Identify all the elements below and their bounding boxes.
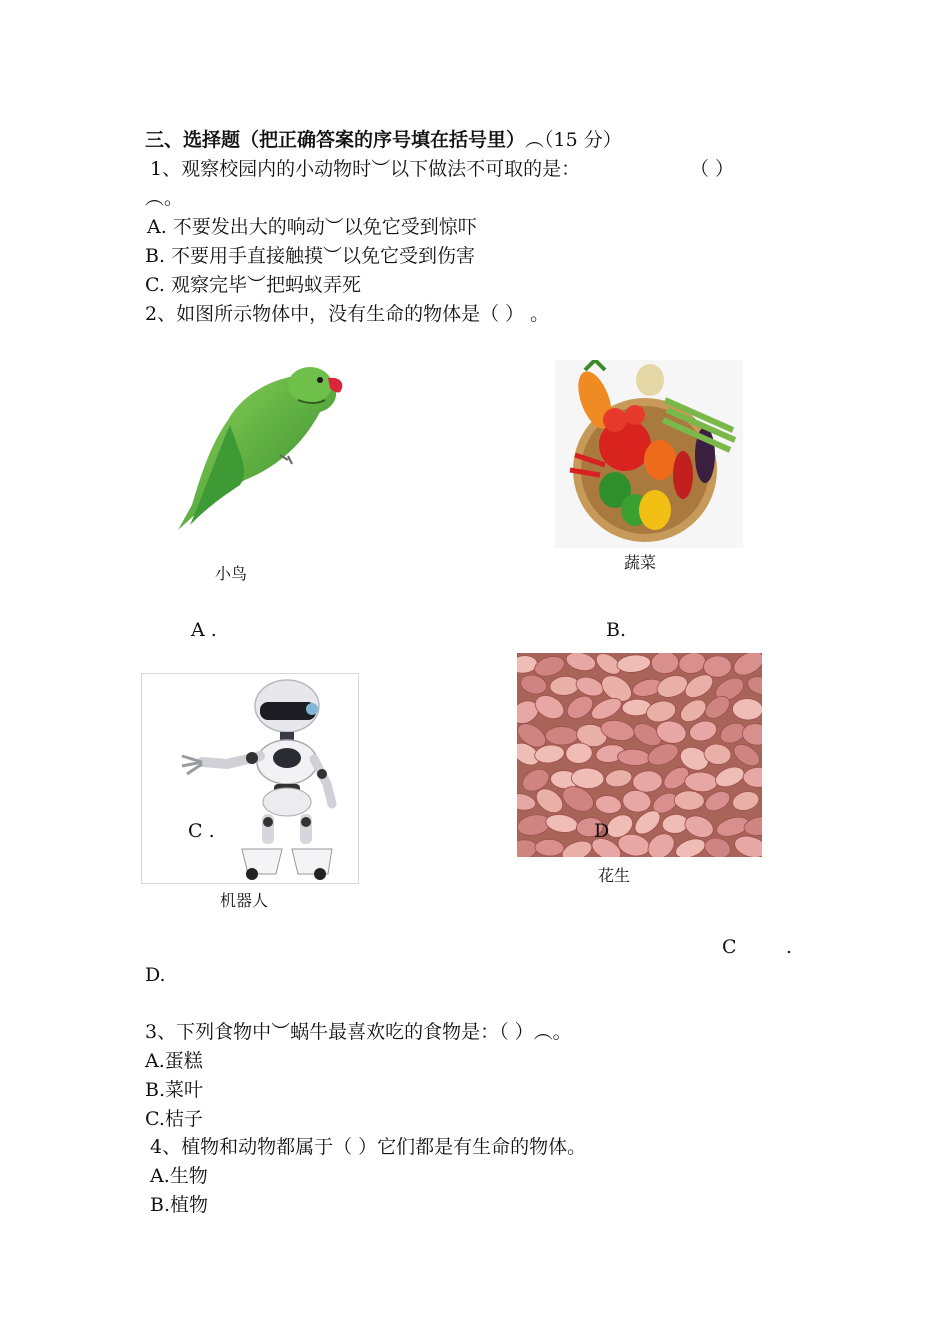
q4-option-b: B.植物 — [150, 1194, 209, 1216]
peanut-kernel — [644, 698, 677, 725]
peanut-kernel — [545, 812, 580, 834]
q2-trailing-dot: . — [786, 936, 793, 958]
caption-robot: 机器人 — [220, 891, 269, 910]
peanut-kernel — [604, 768, 633, 789]
vegetable-basket-illustration — [555, 360, 743, 548]
q4-option-a: A.生物 — [150, 1165, 208, 1187]
q2-trailing-d: D. — [145, 964, 166, 986]
peanut-kernel — [517, 791, 537, 812]
peanut-kernel — [535, 839, 565, 857]
bird-picture — [170, 360, 350, 535]
peanut-kernel — [616, 653, 651, 674]
peanut-kernel — [682, 812, 717, 841]
peanut-kernel — [617, 748, 651, 766]
peanut-kernel — [594, 794, 623, 816]
peanuts-illustration — [517, 653, 762, 857]
robot-picture — [141, 673, 359, 884]
peanut-kernel — [732, 698, 762, 720]
q2-option-c-label: C . — [188, 820, 215, 842]
peanut-kernel — [687, 718, 719, 744]
peanut-kernel — [730, 789, 761, 814]
peanut-kernel — [564, 653, 597, 674]
q3-stem: 3、下列食物中︶蜗牛最喜欢吃的食物是：（ ）︵。 — [145, 1021, 572, 1043]
peanut-kernel — [545, 727, 578, 745]
section-title-text: 三、选择题（把正确答案的序号填在括号里） — [145, 129, 526, 151]
caption-bird: 小鸟 — [215, 564, 248, 583]
q1-stem — [150, 157, 580, 181]
peanut-kernel — [654, 672, 690, 702]
peanut-kernel — [559, 837, 594, 857]
q2-option-b-label: B. — [606, 619, 627, 641]
q1-answer-bracket — [690, 157, 734, 181]
peanut-kernel — [743, 767, 762, 788]
section-score: ︵（15 分） — [525, 129, 622, 151]
vegetables-picture — [555, 360, 743, 548]
peanut-kernel — [743, 814, 762, 837]
caption-peanut: 花生 — [598, 866, 631, 885]
q3-option-b: B.菜叶 — [145, 1079, 204, 1101]
peanut-kernel — [673, 835, 708, 857]
peanut-kernel — [651, 653, 680, 675]
peanut-kernel — [574, 674, 606, 700]
peanut-kernel — [713, 763, 747, 790]
q2-option-d-label: D — [594, 820, 610, 842]
caption-vegetables: 蔬菜 — [624, 553, 657, 572]
q3-option-c: C.桔子 — [145, 1108, 203, 1130]
peanut-kernel — [732, 833, 762, 857]
peanut-kernel — [745, 674, 762, 698]
peanut-kernel — [702, 835, 733, 857]
q1-option-b: B. 不要用手直接触摸︶以免它受到伤害 — [145, 245, 476, 267]
q1-option-a: A. 不要发出大的响动︶以免它受到惊吓 — [147, 216, 477, 238]
q4-stem: 4、植物和动物都属于（ ）它们都是有生命的物体。 — [150, 1136, 587, 1158]
q1-bracket-text: （ ） — [690, 158, 735, 180]
q1-stem-text: 1、观察校园内的小动物时︶以下做法不可取的是： — [150, 158, 581, 180]
peanut-kernel — [684, 771, 718, 792]
q2-trailing-c: C — [722, 936, 737, 958]
parrot-illustration — [170, 360, 350, 535]
section-title — [145, 128, 622, 152]
peanut-kernel — [632, 770, 663, 794]
q1-stem-tail-text: ︵。 — [145, 187, 184, 209]
q1-stem-tail — [145, 186, 183, 210]
q3-option-a: A.蛋糕 — [145, 1050, 203, 1072]
q2-option-a-label: A . — [191, 619, 217, 641]
q2-stem: 2、如图所示物体中，没有生命的物体是（ ） 。 — [145, 303, 550, 325]
peanut-kernel — [741, 722, 762, 747]
peanut-kernel — [730, 653, 762, 680]
peanut-kernel — [703, 655, 732, 677]
peanut-kernel — [549, 675, 580, 697]
peanut-kernel — [674, 790, 705, 810]
peanut-kernel — [677, 653, 708, 676]
robot-illustration — [142, 674, 358, 883]
q1-option-c: C. 观察完毕︶把蚂蚁弄死 — [145, 274, 361, 296]
peanut-picture — [517, 653, 762, 857]
